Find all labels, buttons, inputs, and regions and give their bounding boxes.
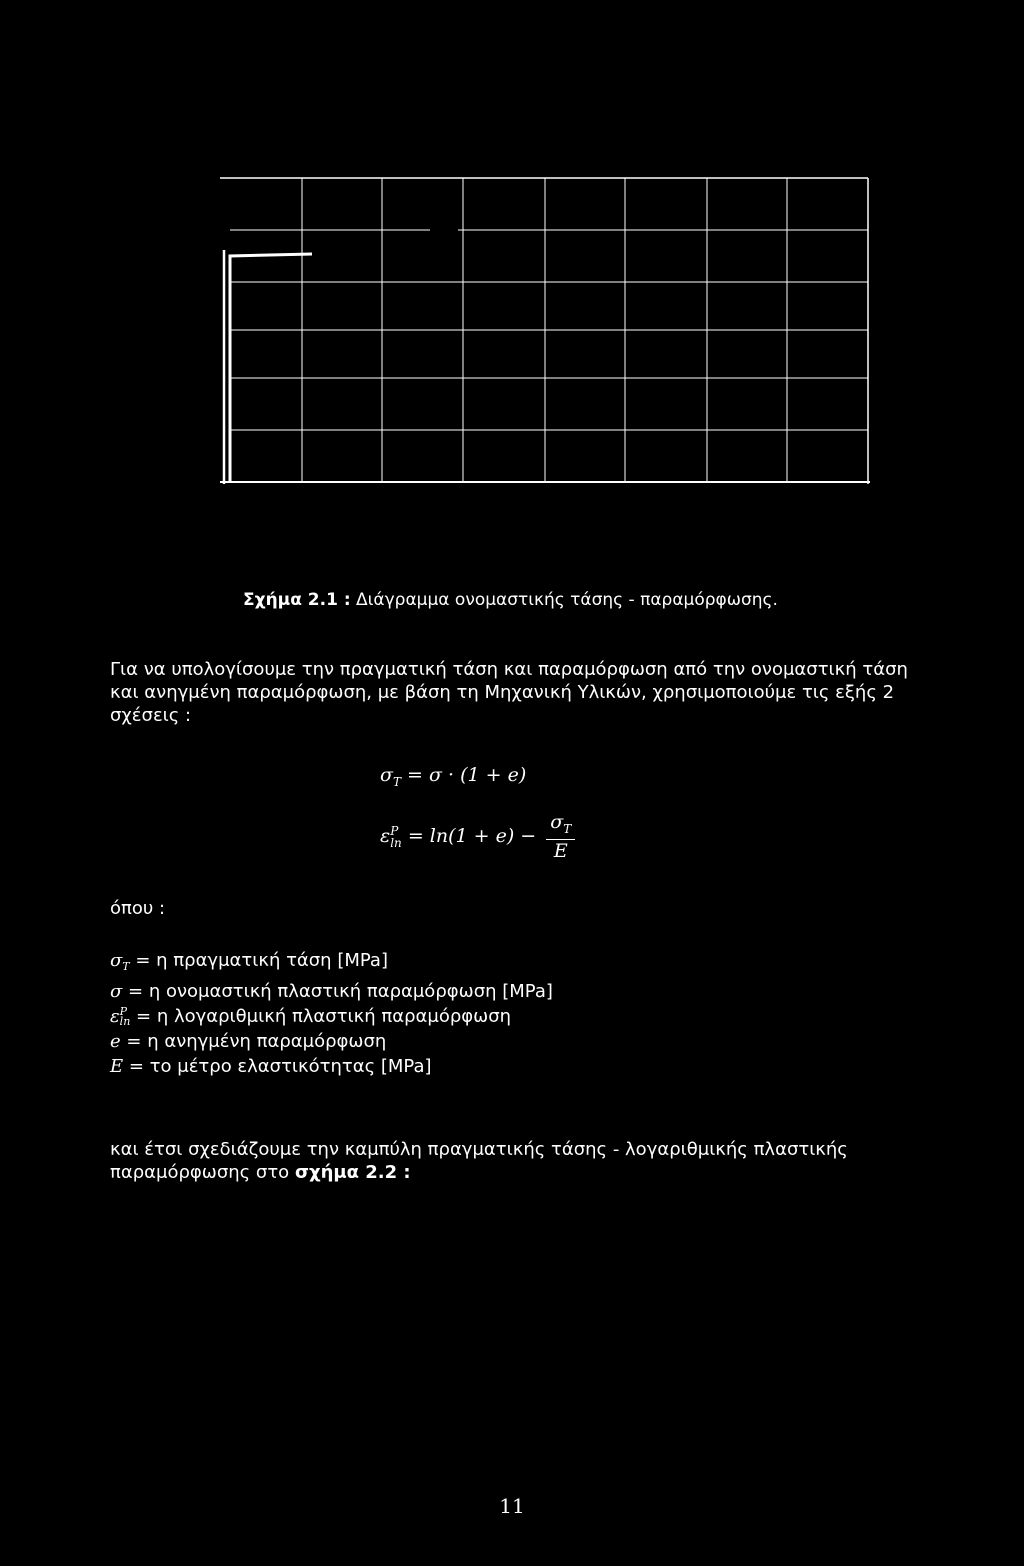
eq1-lhs-symbol: σ (380, 764, 393, 786)
chart-gridlines (230, 178, 868, 482)
eq2-num-symbol: σ (550, 811, 564, 833)
definitions-list (110, 948, 553, 1079)
eq2-lhs-symbol: ε (380, 825, 391, 847)
definition-nominal (110, 979, 553, 1004)
definition-text: = το μέτρο ελαστικότητας [MPa] (128, 1056, 432, 1077)
figure-caption-text: Διάγραμμα ονομαστικής τάσης - παραμόρφωσης. (356, 590, 778, 610)
closing-text: και έτσι σχεδιάζουμε την καμπύλη πραγματικής τάσης - λογαριθμικής πλαστικής παραμόρφωσης στο (110, 1139, 848, 1183)
equation-true-stress (380, 764, 526, 789)
definition-elastic-modulus (110, 1054, 553, 1079)
definition-symbol: E (110, 1056, 124, 1077)
definition-symbol: e (110, 1031, 121, 1052)
eq2-num-subscript: T (563, 822, 572, 836)
eq1-rhs: = σ · (1 + e) (407, 764, 527, 786)
closing-paragraph (110, 1138, 930, 1184)
definition-text: = η πραγματική τάση [MPa] (135, 950, 388, 971)
figure-reference: σχήμα 2.2 (294, 1162, 398, 1183)
definition-engineering-strain (110, 1029, 553, 1054)
definition-text: = η λογαριθμική πλαστική παραμόρφωση (136, 1006, 512, 1027)
eq1-lhs-subscript: T (392, 775, 401, 789)
stress-strain-curve (230, 254, 312, 482)
eq2-fraction (546, 812, 575, 862)
definition-true-stress (110, 948, 553, 979)
page-number: 11 (499, 1494, 525, 1518)
equation-log-plastic-strain (380, 812, 575, 862)
eq2-fraction-numerator (546, 812, 575, 840)
definition-text: = η ανηγμένη παραμόρφωση (126, 1031, 387, 1052)
definition-text: = η ονομαστική πλαστική παραμόρφωση [MPa] (128, 981, 553, 1002)
eq2-rhs: = ln(1 + e) − (407, 825, 537, 847)
definition-log-plastic-strain (110, 1004, 553, 1029)
definition-symbol: $\sigma_T$ (110, 950, 130, 973)
definition-symbol: ε P ln (110, 1005, 131, 1028)
closing-tail: : (397, 1162, 411, 1183)
eq2-lhs-subscript: ln (390, 836, 402, 850)
eq2-fraction-denominator: E (553, 840, 568, 862)
figure-caption (243, 590, 778, 610)
intro-paragraph: Για να υπολογίσουμε την πραγματική τάση και παραμόρφωση από την ονομαστική τάση και ανηγμένη παραμόρφωση, με βάση τη Μηχανική Υλικών, χρησιμοποιούμε τις εξής 2 σχέσεις : (110, 659, 908, 726)
figure-caption-label: Σχήμα 2.1 : (243, 590, 351, 610)
definition-symbol: σ (110, 981, 123, 1002)
eq2-lhs-superscript: P (390, 824, 399, 838)
where-label: όπου : (110, 898, 166, 919)
stress-strain-chart (220, 170, 872, 486)
